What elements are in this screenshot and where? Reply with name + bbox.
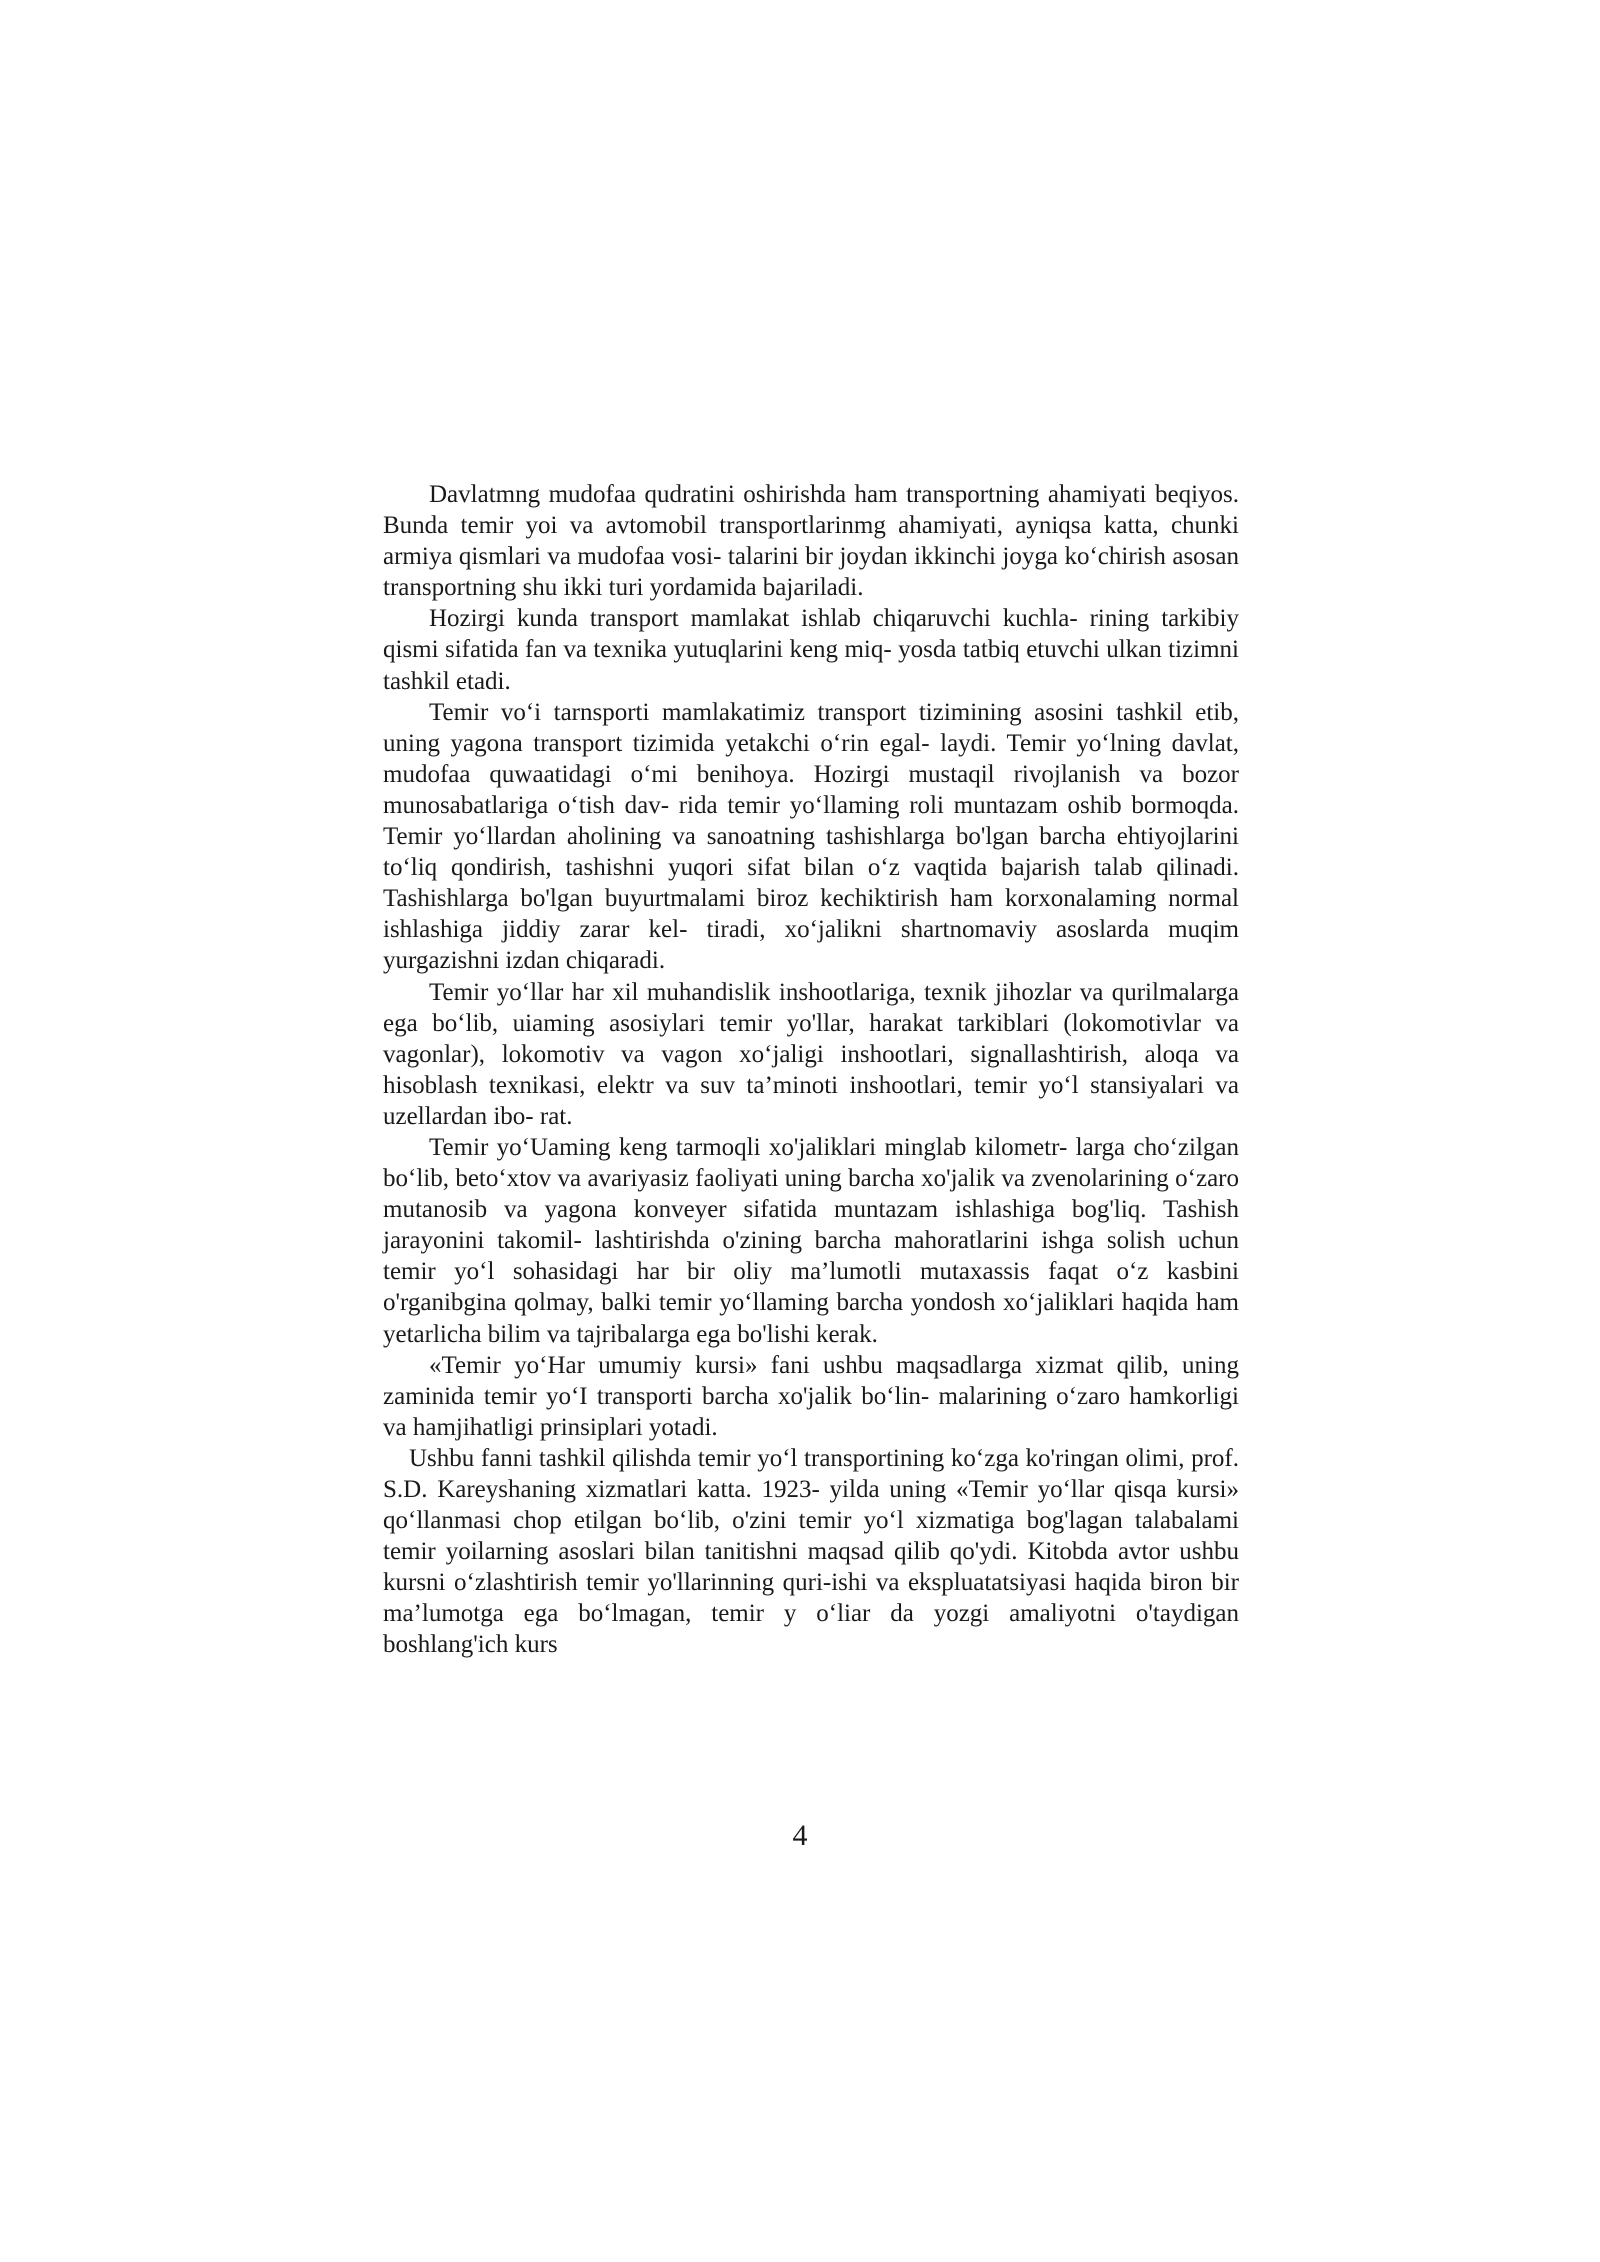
paragraph-4: Temir yo‘llar har xil muhandislik inshootlariga, texnik jihozlar va qurilmalarga ega bo‘lib, uiaming asosiylari temir yo'llar, harakat tarkiblari (lokomotivlar va vagonlar), lokomotiv va vagon xo‘jaligi inshootlari, signallashtirish, aloqa va hisoblash texnikasi, elektr va suv ta’minoti inshootlari, temir yo‘l stansiyalari va uzellardan ibo- rat. bbox=[383, 978, 1239, 1130]
paragraph-5: Temir yo‘Uaming keng tarmoqli xo'jaliklari minglab kilometr- larga cho‘zilgan bo‘lib, beto‘xtov va avariyasiz faoliyati uning barcha xo'jalik va zvenolarining o‘zaro mutanosib va yagona konveyer sifatida muntazam ishlashiga bog'liq. Tashish jarayonini takomil- lashtirishda o'zining barcha mahoratlarini ishga solish uchun temir yo‘l sohasidagi har bir oliy ma’lumotli mutaxassis faqat o‘z kasbini o'rganibgina qolmay, balki temir yo‘llaming barcha yondosh xo‘jaliklari haqida ham yetarlicha bilim va tajribalarga ega bo'lishi kerak. bbox=[383, 1133, 1239, 1348]
paragraph-3: Temir vo‘i tarnsporti mamlakatimiz transport tizimining asosini tashkil etib, uning yagona transport tizimida yetakchi o‘rin egal- laydi. Temir yo‘lning davlat, mudofaa quwaatidagi o‘mi benihoya. Hozirgi mustaqil rivojlanish va bozor munosabatlariga o‘tish dav- rida temir yo‘llaming roli muntazam oshib bormoqda. Temir yo‘llardan aholining va sanoatning tashishlarga bo'lgan barcha ehtiyojlarini to‘liq qondirish, tashishni yuqori sifat bilan o‘z vaqtida bajarish talab qilinadi. Tashishlarga bo'lgan buyurtmalami biroz kechiktirish ham korxonalaming normal ishlashiga jiddiy zarar kel- tiradi, xo‘jalikni shartnomaviy asoslarda muqim yurgazishni izdan chiqaradi. bbox=[383, 698, 1239, 975]
paragraph-1: Davlatmng mudofaa qudratini oshirishda ham transportning ahamiyati beqiyos. Bunda temir yoi va avtomobil transportlarinmg ahamiyati, ayniqsa katta, chunki armiya qismlari va mudofaa vosi- talarini bir joydan ikkinchi joyga ko‘chirish asosan transportning shu ikki turi yordamida bajariladi. bbox=[383, 481, 1239, 602]
paragraph-7: Ushbu fanni tashkil qilishda temir yo‘l transportining ko‘zga ko'ringan olimi, prof. S.D. Kareyshaning xizmatlari katta. 1923- yilda uning «Temir yo‘llar qisqa kursi» qo‘llanmasi chop etilgan bo‘lib, o'zini temir yo‘l xizmatiga bog'lagan talabalami temir yoilarning asoslari bilan tanitishni maqsad qilib qo'ydi. Kitobda avtor ushbu kursni o‘zlashtirish temir yo'llarinning quri-ishi va ekspluatatsiyasi haqida biron bir ma’lumotga ega bo‘lmagan, temir y o‘liar da yozgi amaliyotni o'taydigan boshlang'ich kurs bbox=[383, 1444, 1239, 1659]
body-text bbox=[383, 479, 1239, 1661]
paragraph-6: «Temir yo‘Har umumiy kursi» fani ushbu maqsadlarga xizmat qilib, uning zaminida temir yo‘I transporti barcha xo'jalik bo‘lin- malarining o‘zaro hamkorligi va hamjihatligi prinsiplari yotadi. bbox=[383, 1351, 1239, 1441]
paragraph-2: Hozirgi kunda transport mamlakat ishlab chiqaruvchi kuchla- rining tarkibiy qismi sifatida fan va texnika yutuqlarini keng miq- yosda tatbiq etuvchi ulkan tizimni tashkil etadi. bbox=[383, 605, 1239, 695]
page-number: 4 bbox=[792, 1819, 808, 1852]
